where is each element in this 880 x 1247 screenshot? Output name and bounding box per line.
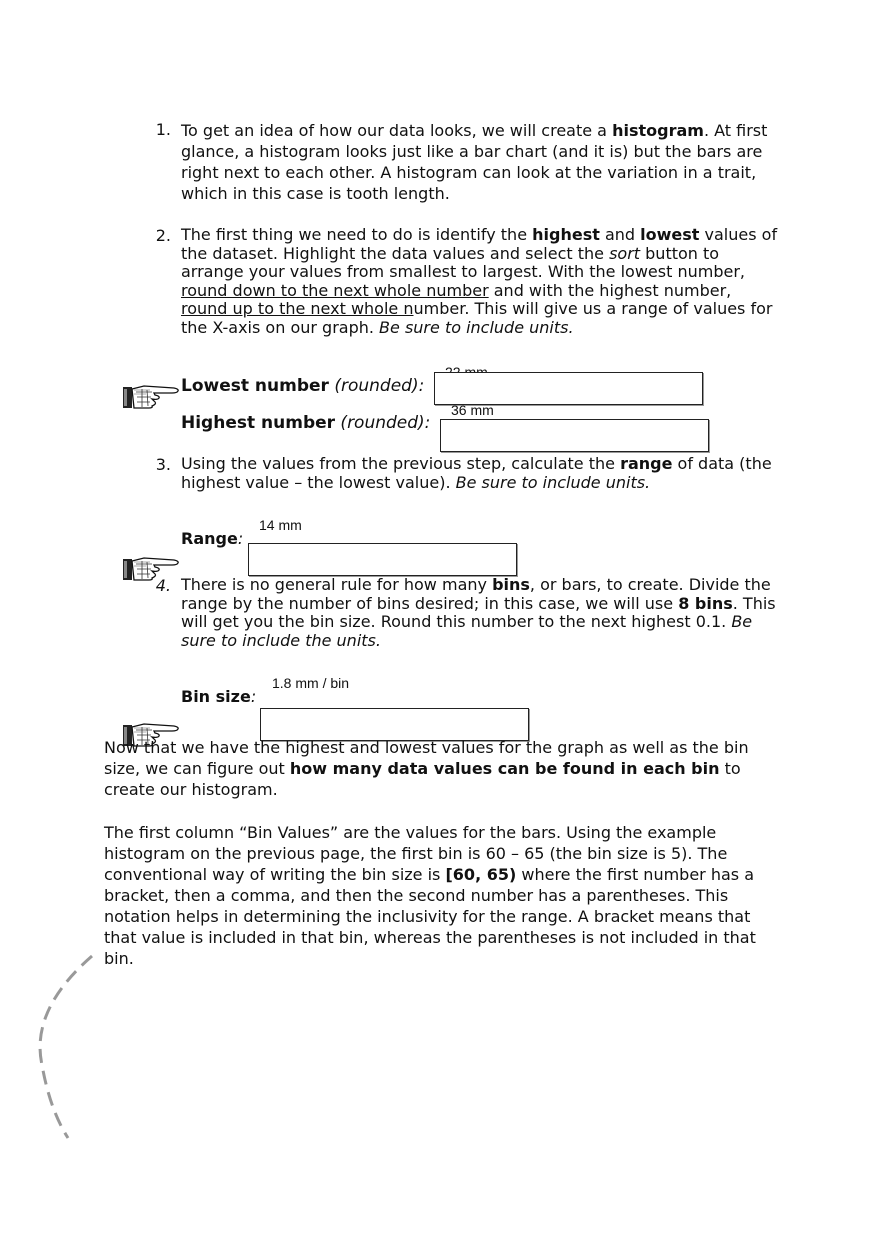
step-1-text: To get an idea of how our data looks, we will create a histogram. At first glance, a histogram looks just like a bar chart (and it is) but the bars are right next to each other. A histogram can look at the variation in a trait, which in this case is tooth length. [181, 121, 768, 203]
step-2-number: 2. [155, 226, 171, 245]
paragraph-bin-intro: Now that we have the highest and lowest values for the graph as well as the bin size, we can figure out how many data values can be found in each bin to create our histogram. [104, 738, 749, 799]
bin-size-value: 1.8 mm / bin [272, 675, 350, 691]
lowest-number-label: Lowest number (rounded): [181, 376, 425, 396]
bin-size-label: Bin size: [181, 687, 257, 706]
highest-number-field[interactable] [440, 419, 709, 452]
step-3-text: Using the values from the previous step, calculate the range of data (the highest value – the lowest value). Be sure to include units. [181, 454, 772, 492]
histogram-keyword: histogram [612, 121, 704, 140]
lowest-number-field[interactable] [434, 372, 703, 405]
pointing-hand-icon [122, 380, 180, 410]
step-4-text: There is no general rule for how many bins, or bars, to create. Divide the range by the number of bins desired; in this case, we will use 8 bins. This will get you the bin size. Round this number to the next highest 0.1. Be sure to include the units. [181, 575, 776, 650]
range-value: 14 mm [259, 517, 302, 533]
step-4-number: 4. [155, 576, 171, 595]
highest-number-value: 36 mm [451, 402, 494, 418]
range-label: Range: [181, 529, 244, 548]
range-field[interactable] [248, 543, 517, 576]
dashed-arc-decoration [30, 950, 100, 1145]
highest-number-label: Highest number (rounded): [181, 413, 431, 433]
step-2-text: The first thing we need to do is identify the highest and lowest values of the dataset. Highlight the data values and select the sort button to arrange your values from smallest to largest. With the lowest number, round down to the next whole number and with the highest number, round up to the next whole number. This will give us a range of values for the X-axis on our graph. Be sure to include units. [181, 225, 778, 337]
step-1-number: 1. [155, 120, 171, 139]
paragraph-bin-notation: The first column “Bin Values” are the values for the bars. Using the example histogram on the previous page, the first bin is 60 – 65 (the bin size is 5). The conventional way of writing the bin size is [60, 65) where the first number has a bracket, then a comma, and then the second number has a parentheses. This notation helps in determining the inclusivity for the range. A bracket means that that value is included in that bin, whereas the parentheses is not included in that bin. [104, 823, 756, 968]
step-3-number: 3. [155, 455, 171, 474]
